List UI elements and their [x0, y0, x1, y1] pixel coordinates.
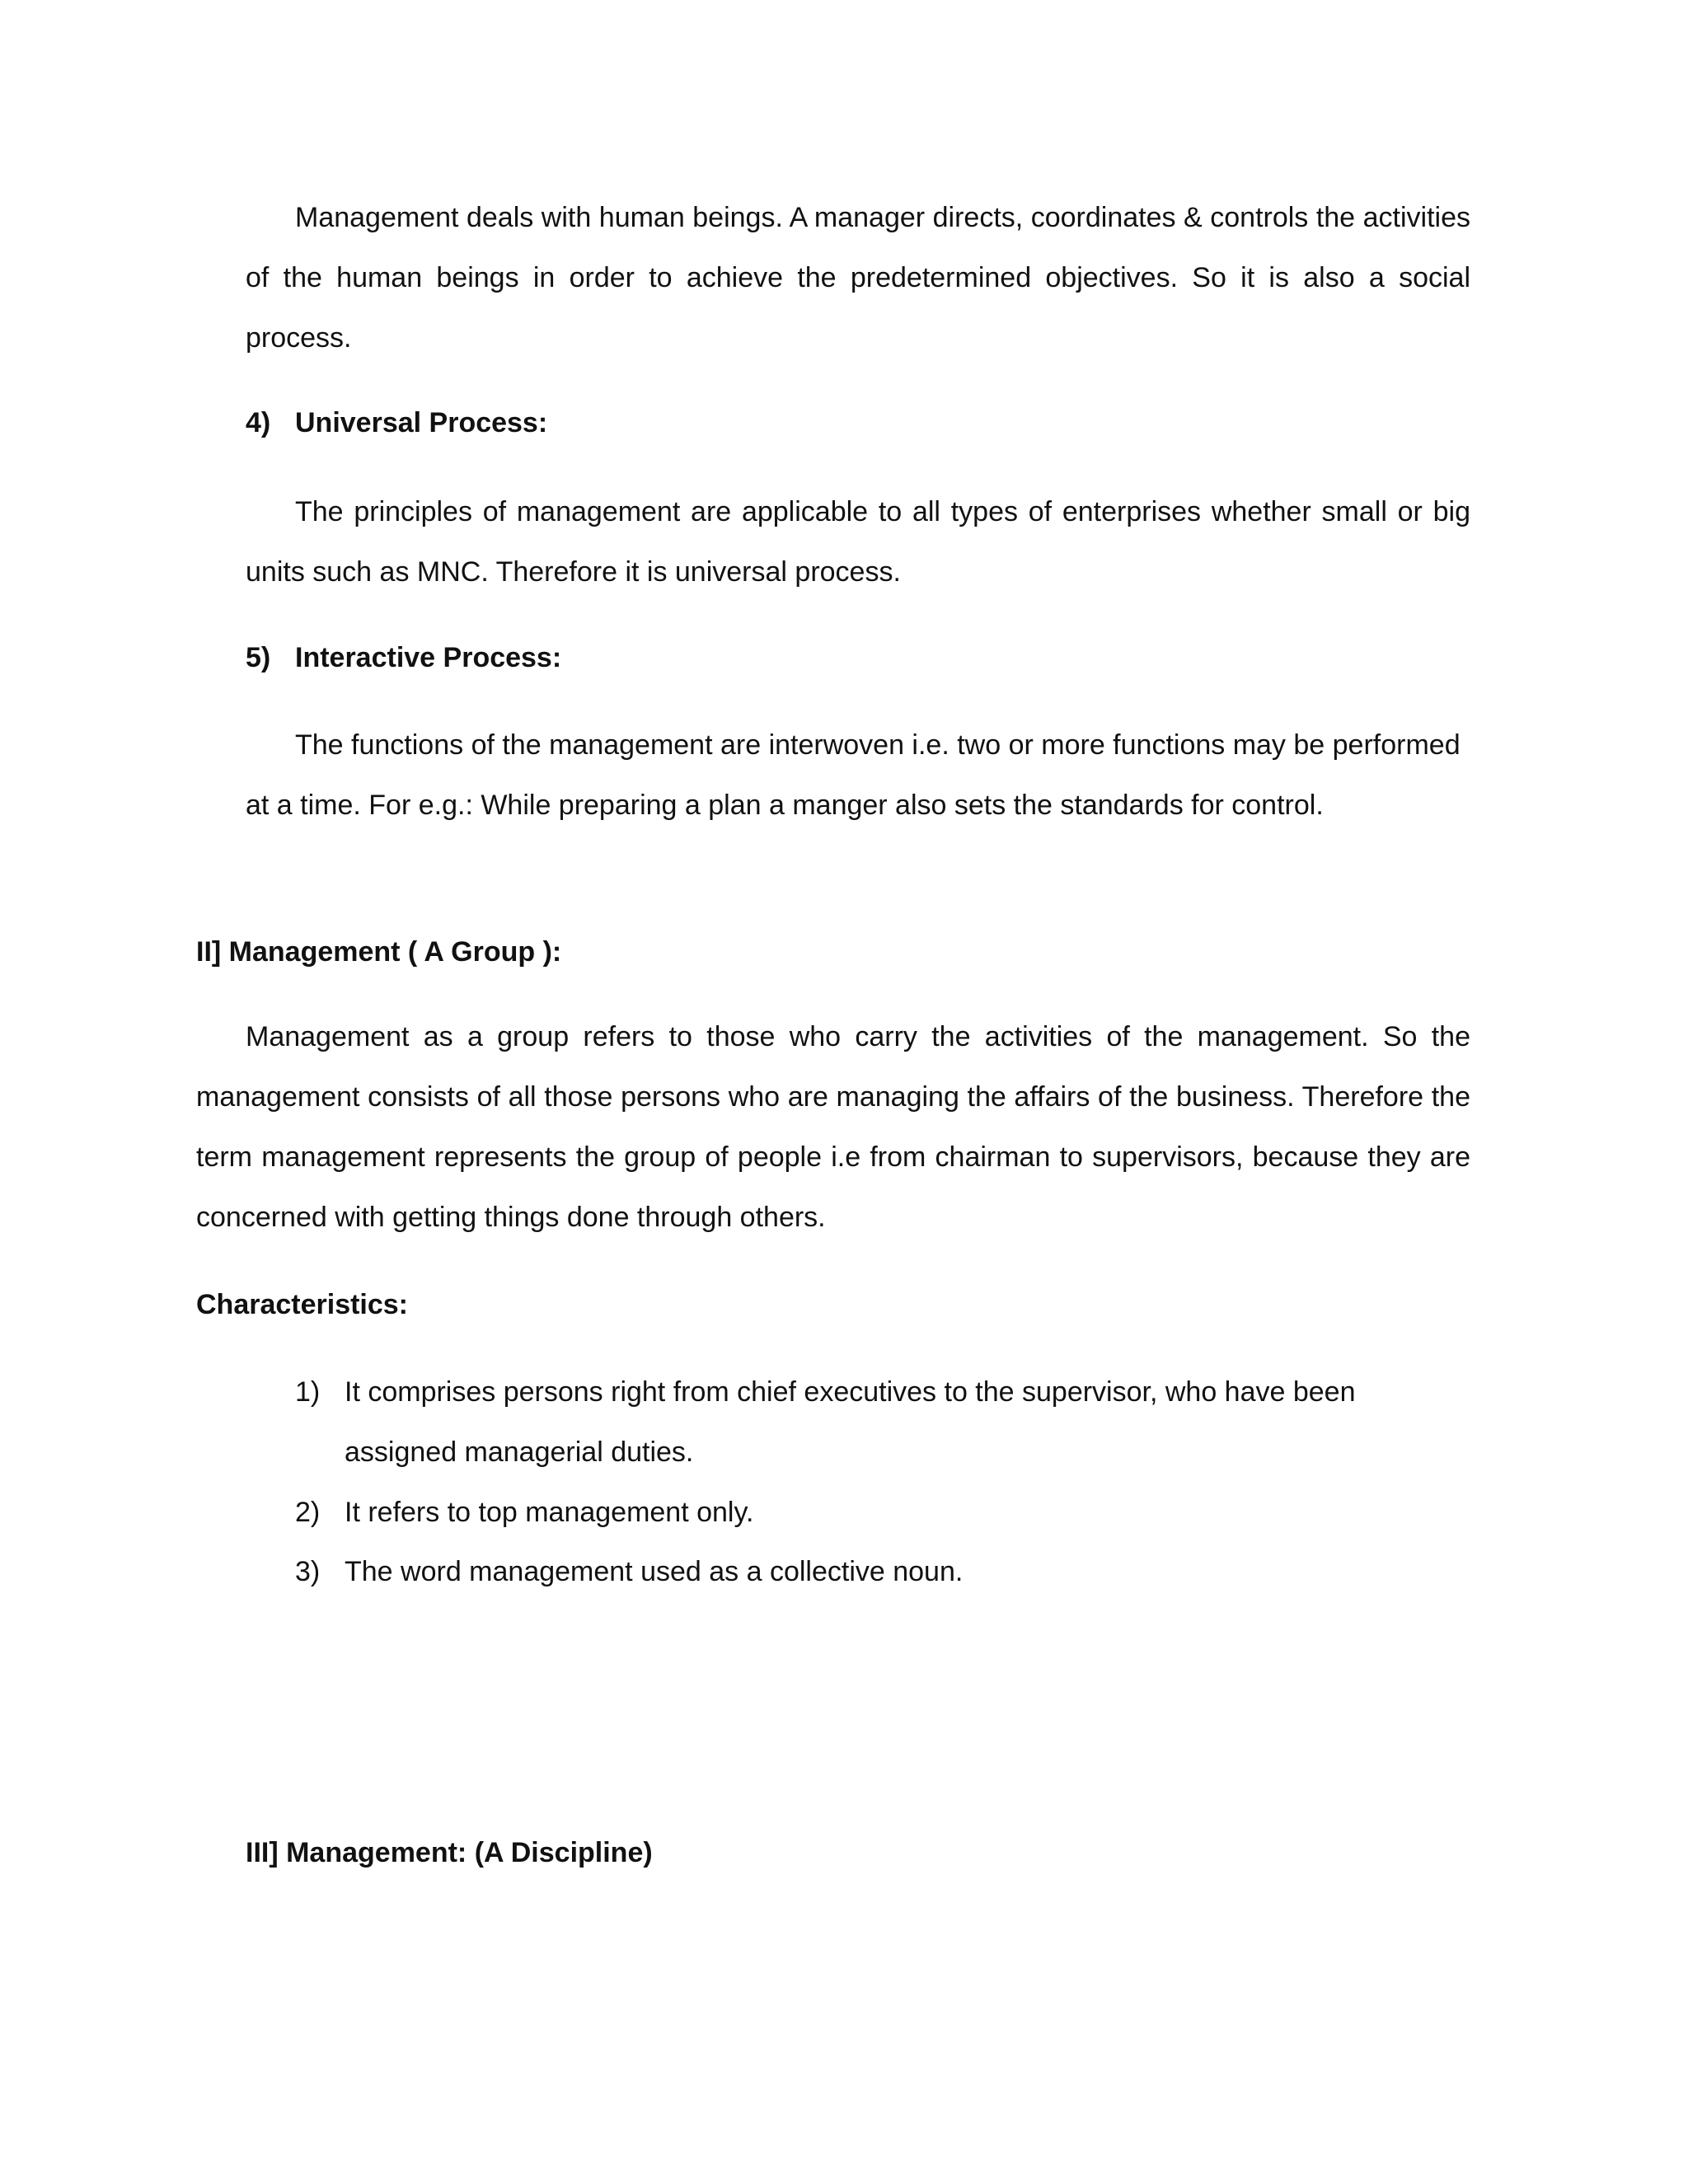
- list-item: [295, 1542, 1470, 1602]
- universal-process-paragraph: The principles of management are applicable to all types of enterprises whether small or big units such as MNC. Therefore it is universal process.: [246, 496, 1470, 588]
- management-group-paragraph: Management as a group refers to those who carry the activities of the management. So the management consists of all those persons who are managing the affairs of the business. Therefore the term management represents the group of people i.e from chairman to supervisors, because they are concerned with getting things done through others.: [196, 1021, 1470, 1233]
- heading-number: 5): [246, 642, 271, 673]
- universal-process-heading: [246, 398, 547, 448]
- interactive-process-heading: [246, 633, 561, 682]
- list-item-number: 2): [295, 1497, 321, 1528]
- list-item-number: 1): [295, 1376, 321, 1408]
- list-item-text: It refers to top management only.: [345, 1497, 754, 1528]
- list-item-text: It comprises persons right from chief executives to the supervisor, who have been assigned managerial duties.: [345, 1376, 1356, 1468]
- heading-number: 4): [246, 407, 271, 438]
- management-group-heading: II] Management ( A Group ):: [196, 936, 562, 968]
- social-process-paragraph: Management deals with human beings. A manager directs, coordinates & controls the activities of the human beings in order to achieve the predetermined objectives. So it is also a social process.: [246, 202, 1470, 354]
- list-item-text: The word management used as a collective noun.: [345, 1556, 964, 1587]
- heading-label: Interactive Process:: [295, 642, 562, 673]
- characteristics-heading: Characteristics:: [196, 1289, 409, 1320]
- list-item: [295, 1483, 1470, 1543]
- management-discipline-heading: III] Management: (A Discipline): [246, 1837, 653, 1868]
- list-item: [295, 1362, 1470, 1483]
- interactive-process-paragraph: The functions of the management are interwoven i.e. two or more functions may be performed at a time. For e.g.: While preparing a plan a manger also sets the standards for control.: [246, 729, 1461, 821]
- heading-label: Universal Process:: [295, 407, 548, 438]
- list-item-number: 3): [295, 1556, 321, 1587]
